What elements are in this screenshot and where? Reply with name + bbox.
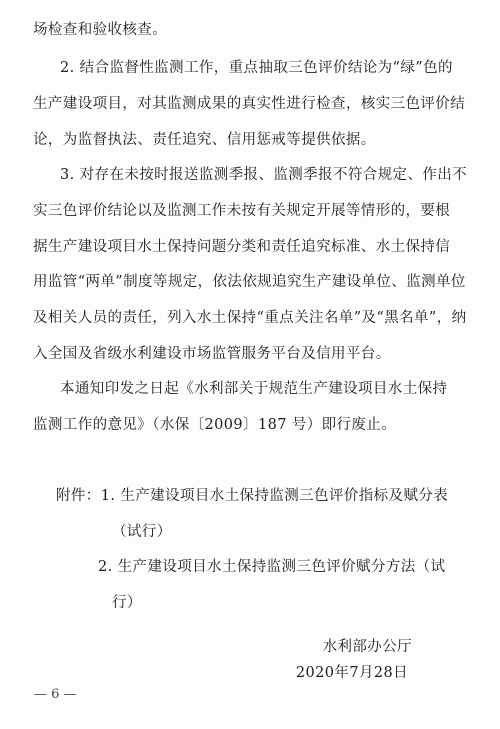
attachment-2-continuation: 行） xyxy=(112,595,142,611)
issue-date: 2020年7月28日 xyxy=(295,665,408,681)
paragraph-3-line-1: 3. 对存在未按时报送监测季报、监测季报不符合规定、作出不 xyxy=(60,167,468,183)
attachment-label: 附件： xyxy=(56,488,101,504)
paragraph-3-line-3: 据生产建设项目水土保持问题分类和责任追究标准、水土保持信 xyxy=(33,239,451,255)
paragraph-2-line-3: 论，为监督执法、责任追究、信用惩戒等提供依据。 xyxy=(33,132,376,148)
paragraph-3-line-5: 及相关人员的责任，列入水土保持“重点关注名单”及“黑名单”，纳 xyxy=(33,310,467,326)
attachment-item-1 xyxy=(56,486,448,506)
paragraph-3-line-4: 用监管“两单”制度等规定，依法依规追究生产建设单位、监测单位 xyxy=(33,274,466,290)
paragraph-4-line-1: 本通知印发之日起《水利部关于规范生产建设项目水土保持 xyxy=(60,381,448,397)
attachment-1-continuation: （试行） xyxy=(112,524,172,540)
paragraph-4-line-2: 监测工作的意见》（水保〔2009〕187 号）即行废止。 xyxy=(33,417,397,433)
attachment-1-title: 1. 生产建设项目水土保持监测三色评价指标及赋分表 xyxy=(100,488,449,504)
paragraph-3-line-2: 实三色评价结论以及监测工作未按有关规定开展等情形的，要根 xyxy=(33,203,451,219)
paragraph-2-line-2: 生产建设项目，对其监测成果的真实性进行检查，核实三色评价结 xyxy=(33,96,466,112)
paragraph-2-line-1: 2. 结合监督性监测工作，重点抽取三色评价结论为“绿”色的 xyxy=(60,60,453,76)
paragraph-1-tail: 场检查和验收核查。 xyxy=(33,22,168,38)
attachment-2-title: 2. 生产建设项目水土保持监测三色评价赋分方法（试 xyxy=(98,559,446,575)
paragraph-3-line-6: 入全国及省级水利建设市场监管服务平台及信用平台。 xyxy=(33,346,391,362)
page-number: — 6 — xyxy=(34,687,77,702)
issuer-signature: 水利部办公厅 xyxy=(322,639,412,655)
